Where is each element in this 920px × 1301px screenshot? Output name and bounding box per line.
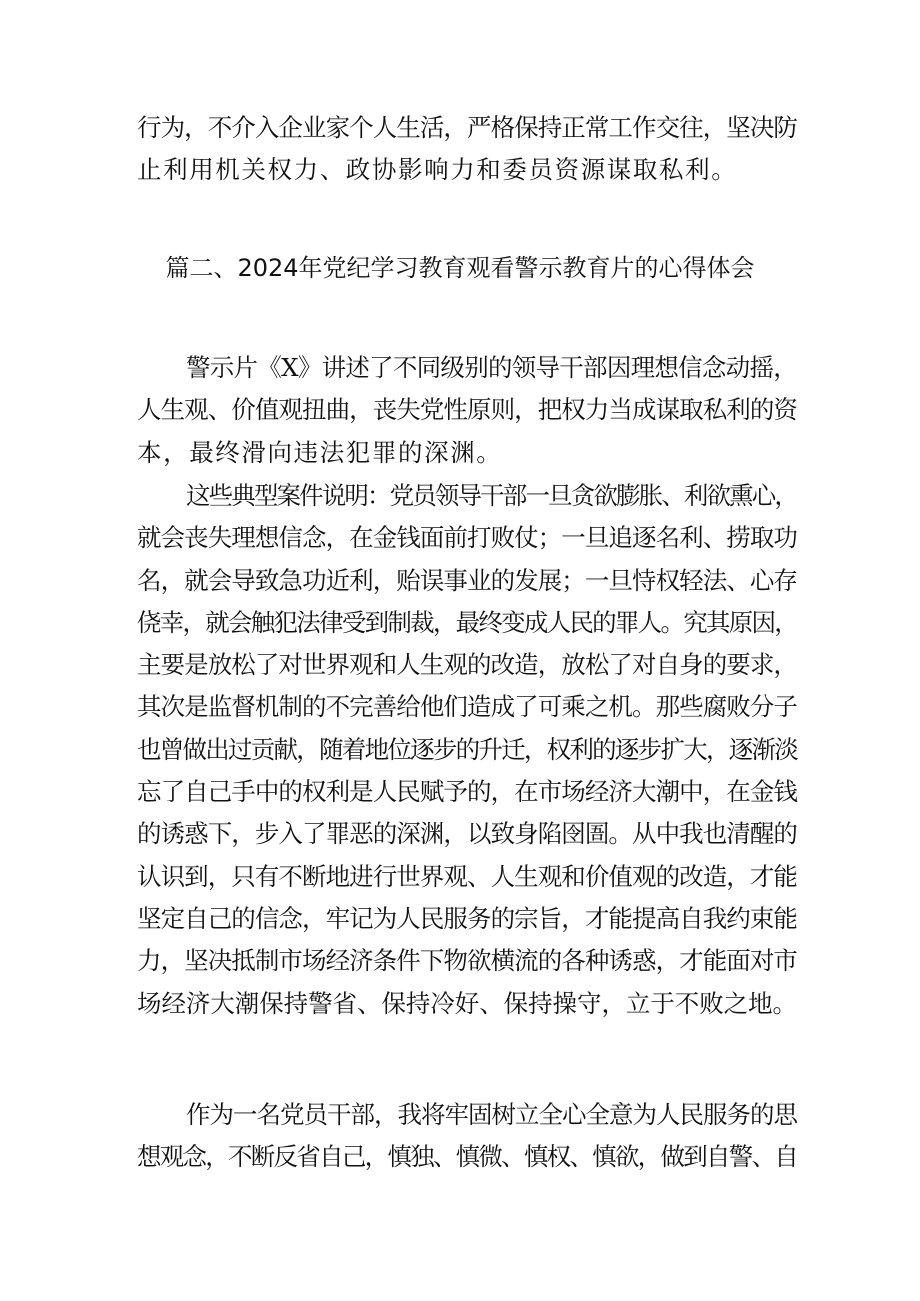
text-line: 侥幸，就会触犯法律受到制裁，最终变成人民的罪人。究其原因， (137, 607, 797, 637)
text-line: 想观念，不断反省自己，慎独、慎微、慎权、慎欲，做到自警、自 (137, 1142, 797, 1172)
text-line: 认识到，只有不断地进行世界观、人生观和价值观的改造，才能 (137, 861, 798, 891)
text-line: 场经济大潮保持警省、保持冷好、保持操守，立于不败之地。 (137, 988, 797, 1018)
text-line: 这些典型案件说明：党员领导干部一旦贪欲膨胀、利欲熏心， (186, 481, 797, 510)
text-line: 其次是监督机制的不完善给他们造成了可乘之机。那些腐败分子 (137, 692, 798, 722)
paragraph-analysis (137, 475, 797, 1025)
text-line: 主要是放松了对世界观和人生观的改造，放松了对自身的要求， (137, 650, 798, 680)
text-line: 忘了自己手中的权利是人民赋予的，在市场经济大潮中，在金钱 (137, 777, 798, 807)
text-line: 名，就会导致急功近利，贻误事业的发展；一旦恃权轻法、心存 (137, 565, 798, 595)
paragraph-continuation (137, 107, 797, 192)
text-line: 止利用机关权力、政协影响力和委员资源谋取私利。 (137, 155, 738, 185)
text-line: 作为一名党员干部，我将牢固树立全心全意为人民服务的思 (186, 1100, 797, 1129)
text-line: 的诱惑下，步入了罪恶的深渊，以致身陷囹圄。从中我也清醒的 (137, 819, 798, 849)
section-heading: 篇二、2024年党纪学习教育观看警示教育片的心得体会 (165, 254, 755, 282)
paragraph-commitment (137, 1094, 797, 1179)
text-line: 也曾做出过贡献，随着地位逐步的升迁，权利的逐步扩大，逐渐淡 (137, 734, 797, 764)
text-line: 坚定自己的信念，牢记为人民服务的宗旨，才能提高自我约束能 (137, 903, 798, 933)
text-line: 力，坚决抵制市场经济条件下物欲横流的各种诱惑，才能面对市 (137, 946, 798, 976)
text-line: 人生观、价值观扭曲，丧失党性原则，把权力当成谋取私利的资 (137, 395, 798, 425)
text-line: 就会丧失理想信念，在金钱面前打败仗；一旦追逐名利、捞取功 (137, 523, 798, 553)
text-line: 行为，不介入企业家个人生活，严格保持正常工作交往，坚决防 (137, 113, 798, 142)
text-line: 警示片《X》讲述了不同级别的领导干部因理想信念动摇， (186, 353, 797, 382)
paragraph-intro (137, 347, 797, 474)
text-line: 本，最终滑向违法犯罪的深渊。 (137, 437, 503, 467)
